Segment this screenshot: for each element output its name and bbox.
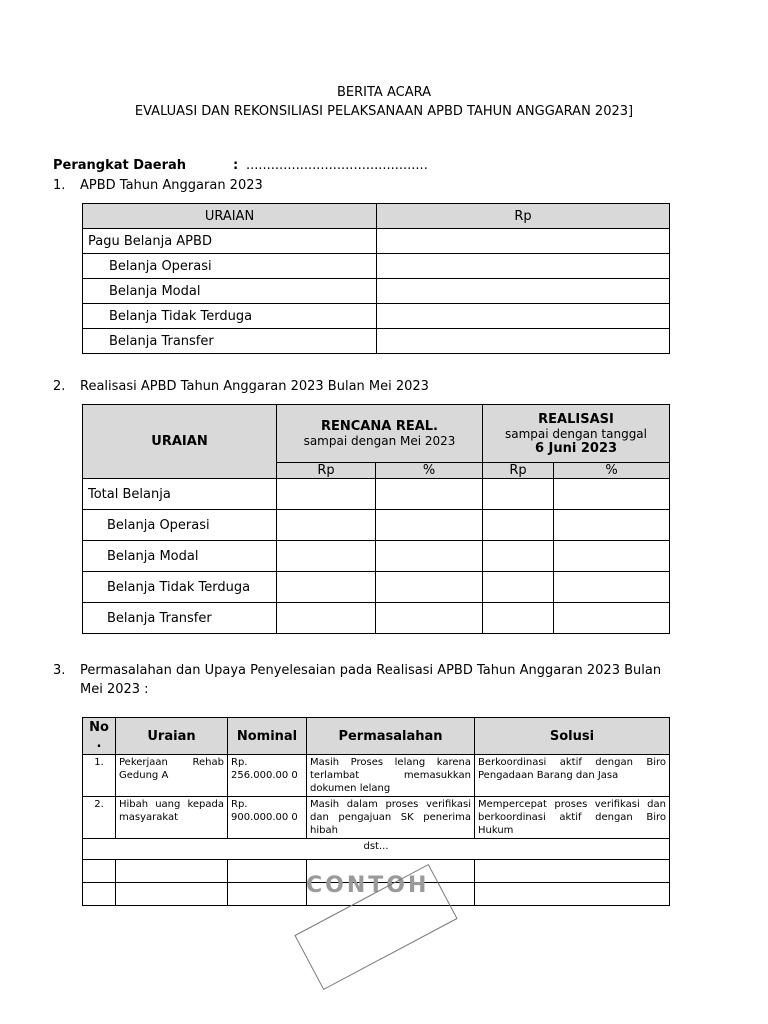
rencana-title: RENCANA REAL. bbox=[320, 419, 438, 434]
row-nominal: Rp. 900.000.00 0 bbox=[228, 797, 307, 839]
row-uraian: Pekerjaan Rehab Gedung A bbox=[116, 755, 228, 797]
table-row bbox=[83, 254, 670, 279]
realisasi-title: REALISASI bbox=[538, 411, 614, 427]
dst-cell: dst... bbox=[83, 839, 670, 860]
rp-cell bbox=[377, 279, 670, 304]
header-uraian: URAIAN bbox=[83, 405, 277, 479]
perangkat-label: Perangkat Daerah bbox=[53, 158, 187, 173]
header-solusi: Solusi bbox=[475, 718, 670, 755]
realisasi-table bbox=[82, 404, 670, 634]
header-permasalahan: Permasalahan bbox=[307, 718, 475, 755]
row-label: Belanja Tidak Terduga bbox=[83, 304, 377, 329]
dst-row bbox=[83, 839, 670, 860]
row-label: Belanja Modal bbox=[83, 279, 377, 304]
row-label: Belanja Operasi bbox=[83, 510, 277, 541]
section2-title: Realisasi APBD Tahun Anggaran 2023 Bulan Mei 2023 bbox=[80, 379, 429, 394]
row-label: Belanja Transfer bbox=[83, 603, 277, 634]
row-nominal: Rp. 256.000.00 0 bbox=[228, 755, 307, 797]
realisasi-date: 6 Juni 2023 bbox=[534, 440, 618, 456]
header-nominal: Nominal bbox=[228, 718, 307, 755]
table-row bbox=[83, 329, 670, 354]
sub-header-rp: Rp bbox=[483, 463, 554, 479]
section2-number: 2. bbox=[53, 379, 66, 394]
rp-cell bbox=[377, 329, 670, 354]
header-no-text: No bbox=[89, 720, 109, 735]
section1-title: APBD Tahun Anggaran 2023 bbox=[80, 178, 263, 193]
row-label: Belanja Transfer bbox=[83, 329, 377, 354]
document-subtitle: EVALUASI DAN REKONSILIASI PELAKSANAAN APBD TAHUN ANGGARAN 2023] bbox=[134, 104, 634, 119]
perangkat-dots: ............................................ bbox=[246, 158, 428, 173]
sub-header-rp: Rp bbox=[277, 463, 376, 479]
watermark-text: CONTOH bbox=[306, 873, 430, 898]
header-rencana bbox=[277, 405, 483, 463]
rencana-subtitle: sampai dengan Mei 2023 bbox=[303, 434, 456, 448]
perangkat-colon: : bbox=[233, 158, 239, 173]
header-rp: Rp bbox=[377, 204, 670, 229]
table-row bbox=[83, 541, 670, 572]
row-permasalahan: Masih dalam proses verifikasi dan pengajuan SK penerima hibah bbox=[307, 797, 475, 839]
table-row bbox=[83, 572, 670, 603]
section3-number: 3. bbox=[53, 663, 66, 678]
section1-number: 1. bbox=[53, 178, 66, 193]
row-label: Belanja Tidak Terduga bbox=[83, 572, 277, 603]
table-row bbox=[83, 304, 670, 329]
row-label: Belanja Modal bbox=[83, 541, 277, 572]
row-label: Belanja Operasi bbox=[83, 254, 377, 279]
row-label: Total Belanja bbox=[83, 479, 277, 510]
header-no bbox=[83, 718, 116, 755]
table-row bbox=[83, 755, 670, 797]
table-row bbox=[83, 603, 670, 634]
row-uraian: Hibah uang kepada masyarakat bbox=[116, 797, 228, 839]
sub-header-pct: % bbox=[554, 463, 670, 479]
rp-cell bbox=[377, 229, 670, 254]
table-row bbox=[83, 479, 670, 510]
table-row bbox=[83, 797, 670, 839]
sub-header-pct: % bbox=[376, 463, 483, 479]
realisasi-subtitle: sampai dengan tanggal bbox=[505, 426, 647, 441]
document-title: BERITA ACARA bbox=[337, 85, 431, 100]
section3-title-line1: Permasalahan dan Upaya Penyelesaian pada Realisasi APBD Tahun Anggaran 2023 Bulan bbox=[80, 663, 662, 678]
header-uraian: Uraian bbox=[116, 718, 228, 755]
row-permasalahan: Masih Proses lelang karena terlambat memasukkan dokumen lelang bbox=[307, 755, 475, 797]
row-solusi: Berkoordinasi aktif dengan Biro Pengadaan Barang dan Jasa bbox=[475, 755, 670, 797]
header-uraian: URAIAN bbox=[83, 204, 377, 229]
header-no-dot: . bbox=[96, 736, 102, 751]
header-realisasi bbox=[483, 405, 670, 463]
apbd-table bbox=[82, 203, 670, 354]
row-solusi: Mempercepat proses verifikasi dan berkoordinasi aktif dengan Biro Hukum bbox=[475, 797, 670, 839]
table-row bbox=[83, 229, 670, 254]
row-no: 2. bbox=[83, 797, 116, 839]
rp-cell bbox=[377, 304, 670, 329]
rp-cell bbox=[377, 254, 670, 279]
table-row bbox=[83, 510, 670, 541]
row-label: Pagu Belanja APBD bbox=[83, 229, 377, 254]
row-no: 1. bbox=[83, 755, 116, 797]
table-row bbox=[83, 279, 670, 304]
section3-title-line2: Mei 2023 : bbox=[80, 682, 149, 697]
